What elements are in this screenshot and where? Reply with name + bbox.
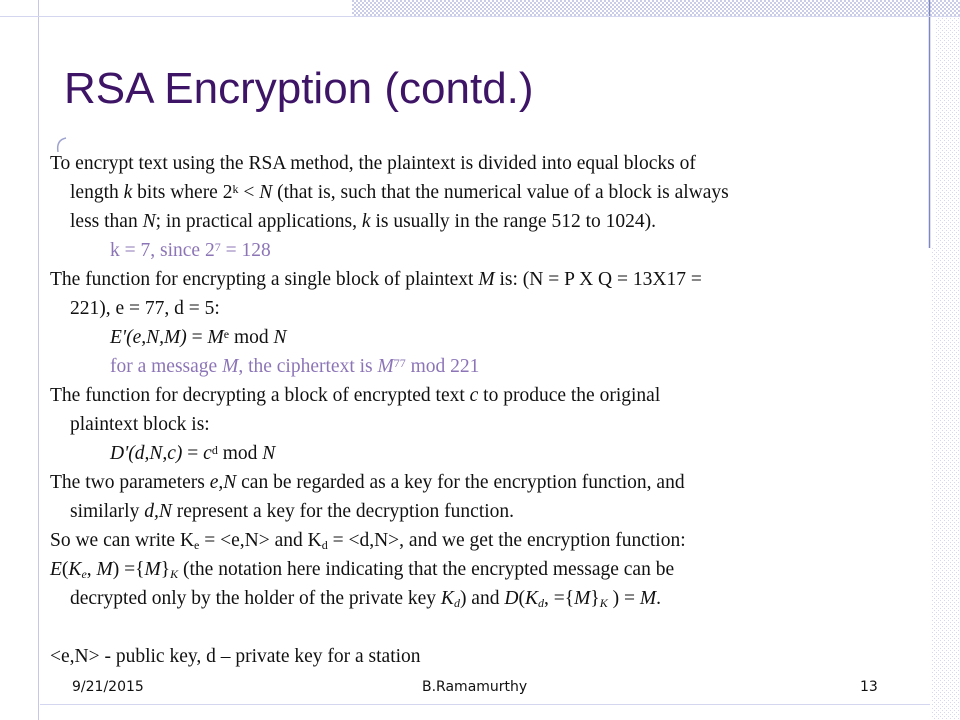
right-dotted-band [932, 248, 960, 720]
right-dotted-band-upper [936, 17, 960, 248]
body-line-keys-2: similarly d,N represent a key for the decryption function. [70, 501, 515, 522]
example-line-ciphertext: for a message M, the ciphertext is $M^{77}$ mod 221 [110, 356, 480, 377]
body-line-write-keys: So we can write $K_e = <e,N>$ and $K_d = <d,N>$, and we get the encryption function: [50, 530, 686, 552]
body-line-encrypt-intro: The function for encrypting a single block of plaintext M is: (N = P X Q = 13X17 = [50, 269, 702, 290]
body-line-summary: <e,N> - public key, d – private key for a station [50, 646, 421, 667]
body-line-notation-2: decrypted only by the holder of the private key $K_d$) and $D(K_d$, $=\{M\}_K$ ) = M. [70, 588, 661, 610]
body-line-2: length k bits where $2^k < N$ (that is, such that the numerical value of a block is always [70, 182, 729, 203]
top-dotted-band [352, 0, 960, 17]
example-line-k: k = 7, since $2^7 = 128$ [110, 240, 271, 261]
body-line-3: less than N; in practical applications, k is usually in the range 512 to 1024). [70, 211, 656, 232]
footer-page-number: 13 [860, 679, 878, 695]
body-line-decrypt-intro: The function for decrypting a block of encrypted text c to produce the original [50, 385, 661, 406]
body-line-plaintext: plaintext block is: [70, 414, 210, 435]
body-line-1: To encrypt text using the RSA method, the plaintext is divided into equal blocks of [50, 153, 696, 174]
body-line-params: 221), e = 77, d = 5: [70, 298, 220, 319]
body-line-notation-1: $E(K_e$, $M) =\{M\}_K$ (the notation here indicating that the encrypted message can be [50, 559, 675, 581]
formula-decrypt: $D'(d,N,c) = c^d$ mod N [110, 443, 276, 464]
formula-encrypt: $E'(e,N,M) = M^e$ mod N [110, 327, 287, 348]
body-line-keys-1: The two parameters e,N can be regarded as a key for the encryption function, and [50, 472, 685, 493]
footer-date: 9/21/2015 [72, 679, 144, 695]
footer-author: B.Ramamurthy [422, 679, 528, 695]
slide-title: RSA Encryption (contd.) [64, 64, 534, 113]
bullet-icon [58, 138, 66, 152]
